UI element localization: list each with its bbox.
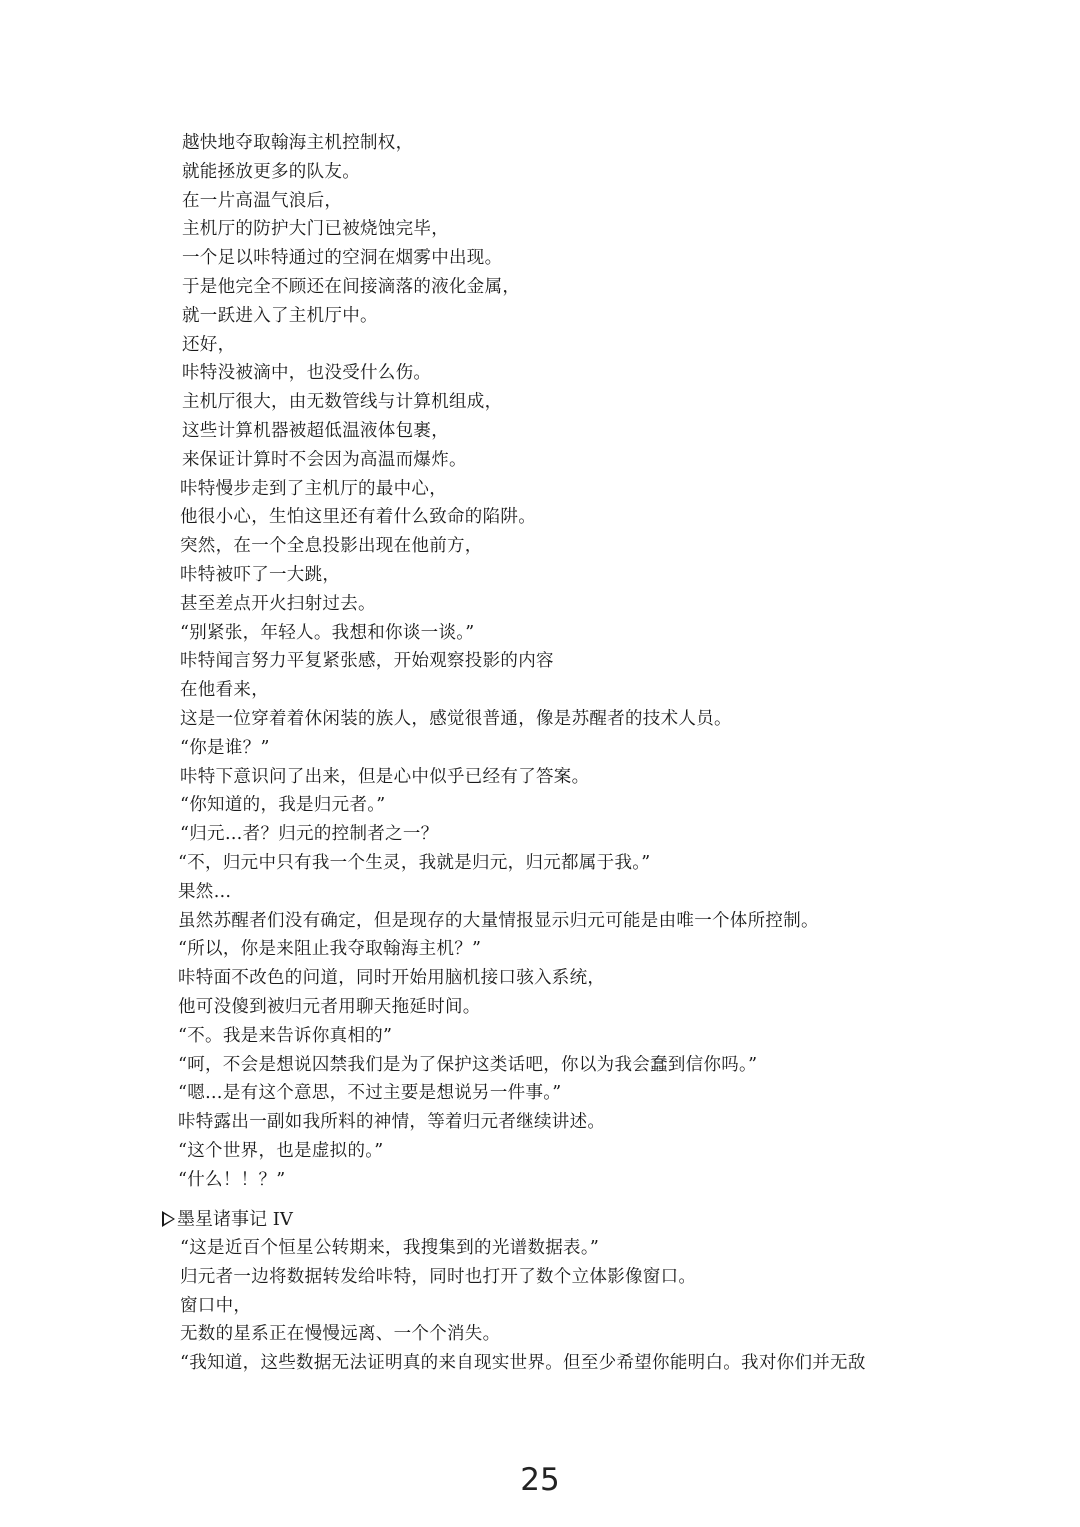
- text-line: “所以，你是来阻止我夺取翰海主机？”: [178, 939, 482, 960]
- text-line: 就一跃进入了主机厅中。: [182, 305, 378, 326]
- text-line: 主机厅很大，由无数管线与计算机组成，: [182, 392, 503, 413]
- text-line: 这是一位穿着着休闲装的族人，感觉很普通，像是苏醒者的技术人员。: [180, 709, 732, 729]
- section-heading: [162, 1208, 293, 1232]
- text-line: 咔特闻言努力平复紧张感，开始观察投影的内容: [180, 651, 554, 672]
- text-line: 主机厅的防护大门已被烧蚀完毕，: [182, 219, 449, 240]
- text-line: 咔特露出一副如我所料的神情，等着归元者继续讲述。: [178, 1112, 606, 1133]
- text-line: “你知道的，我是归元者。”: [180, 795, 386, 816]
- text-line: 越快地夺取翰海主机控制权，: [182, 133, 414, 153]
- section-heading-text: 墨星诸事记 IV: [177, 1209, 293, 1230]
- text-line: 于是他完全不顾还在间接滴落的液化金属，: [182, 277, 521, 297]
- text-line: 来保证计算时不会因为高温而爆炸。: [182, 449, 467, 470]
- text-line: 一个足以咔特通过的空洞在烟雾中出现。: [182, 248, 503, 269]
- text-line: 咔特没被滴中，也没受什么伤。: [182, 363, 432, 384]
- text-line: “呵，不会是想说囚禁我们是为了保护这类话吧，你以为我会蠢到信你吗。”: [178, 1054, 758, 1075]
- triangle-marker-icon: [162, 1211, 175, 1227]
- text-line: 就能拯放更多的队友。: [182, 161, 360, 182]
- text-line: 他可没傻到被归元者用聊天拖延时间。: [178, 997, 481, 1017]
- text-line: 这些计算机器被超低温液体包裹，: [182, 421, 449, 441]
- text-line: 归元者一边将数据转发给咔特，同时也打开了数个立体影像窗口。: [180, 1266, 697, 1287]
- text-line: “你是谁？”: [180, 737, 270, 758]
- text-line: 突然，在一个全息投影出现在他前方，: [180, 536, 483, 557]
- text-line: 在他看来，: [180, 680, 269, 701]
- text-line: “不，归元中只有我一个生灵，我就是归元，归元都属于我。”: [178, 853, 651, 873]
- text-line: 窗口中，: [180, 1295, 252, 1316]
- text-line: “别紧张，年轻人。我想和你谈一谈。”: [180, 622, 475, 643]
- text-line: 他很小心，生怕这里还有着什么致命的陷阱。: [180, 507, 536, 528]
- text-line: “我知道，这些数据无法证明真的来自现实世界。但至少希望你能明白。我对你们并无敌: [180, 1353, 866, 1374]
- text-line: 虽然苏醒者们没有确定，但是现存的大量情报显示归元可能是由唯一个体所控制。: [178, 910, 819, 931]
- text-line: 咔特被吓了一大跳，: [180, 565, 341, 585]
- text-line: “什么！！？”: [178, 1169, 286, 1190]
- text-line: 甚至差点开火扫射过去。: [180, 593, 376, 614]
- text-line: 果然…: [178, 881, 232, 902]
- text-line: 在一片高温气浪后，: [182, 190, 343, 211]
- text-line: “这个世界，也是虚拟的。”: [178, 1141, 384, 1161]
- text-line: 咔特慢步走到了主机厅的最中心，: [180, 478, 447, 499]
- text-line: 咔特下意识问了出来，但是心中似乎已经有了答案。: [180, 766, 590, 787]
- text-line: 无数的星系正在慢慢远离、一个个消失。: [180, 1324, 501, 1345]
- page-number: 25: [520, 1462, 560, 1498]
- text-line: “归元…者？归元的控制者之一？: [180, 824, 439, 845]
- text-line: 还好，: [182, 334, 236, 355]
- text-line: 咔特面不改色的问道，同时开始用脑机接口骇入系统，: [178, 968, 606, 989]
- text-line: “嗯…是有这个意思，不过主要是想说另一件事。”: [178, 1083, 562, 1104]
- text-line: “不。我是来告诉你真相的”: [178, 1025, 393, 1046]
- text-line: “这是近百个恒星公转期来，我搜集到的光谱数据表。”: [180, 1238, 600, 1258]
